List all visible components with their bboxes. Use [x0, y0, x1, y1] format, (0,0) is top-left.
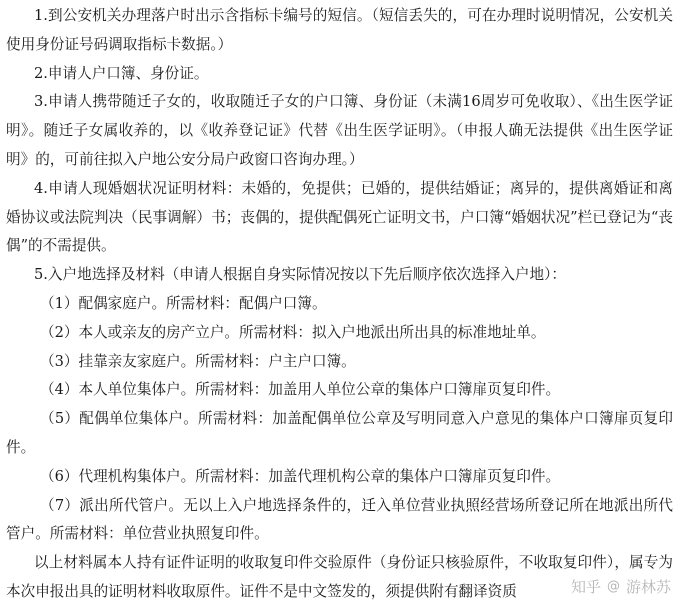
option-4: （4）本人单位集体户。所需材料：加盖用人单位公章的集体户口簿扉页复印件。	[40, 381, 561, 399]
option-2: （2）本人或亲友的房产立户。所需材料：拟入户地派出所出具的标准地址单。	[40, 323, 546, 341]
option-5: （5）配偶单位集体户。所需材料：加盖配偶单位公章及写明同意入户意见的集体户口簿扉页复印件。	[6, 410, 673, 456]
option-1: （1）配偶家庭户。所需材料：配偶户口簿。	[40, 294, 327, 312]
watermark	[571, 576, 671, 597]
watermark-at: @	[606, 579, 620, 594]
watermark-platform: 知乎	[570, 578, 601, 596]
option-3: （3）挂靠亲友家庭户。所需材料：户主户口簿。	[40, 352, 356, 370]
paragraph-1: 1.到公安机关办理落户时出示含指标卡编号的短信。（短信丢失的，可在办理时说明情况，公安机关使用身份证号码调取指标卡数据。）	[6, 7, 673, 53]
option-7: （7）派出所代管户。无以上入户地选择条件的，迁入单位营业执照经营场所登记所在地派出所代管户。所需材料：单位营业执照复印件。	[6, 496, 673, 543]
document-body	[6, 2, 673, 607]
paragraph-4: 4.申请人现婚姻状况证明材料：未婚的，免提供；已婚的，提供结婚证；离异的，提供离婚证和离婚协议或法院判决（民事调解）书；丧偶的，提供配偶死亡证明文书，户口簿“婚姻状况”栏已登记为“丧偶”的不需提供。	[6, 179, 673, 255]
paragraph-2: 2.申请人户口簿、身份证。	[34, 64, 209, 82]
option-6: （6）代理机构集体户。所需材料：加盖代理机构公章的集体户口簿扉页复印件。	[40, 467, 561, 485]
paragraph-3: 3.申请人携带随迁子女的，收取随迁子女的户口簿、身份证（未满16周岁可免收取）、《出生医学证明》。随迁子女属收养的，以《收养登记证》代替《出生医学证明》。（申报人确无法提供《出生医学证明》的，可前往拟入户地公安分局户政窗口咨询办理。）	[6, 93, 673, 168]
closing-paragraph: 以上材料属本人持有证件证明的收取复印件交验原件（身份证只核验原件，不收取复印件），属专为本次申报出具的证明材料收取原件。证件不是中文签发的，须提供附有翻译资质	[6, 554, 673, 600]
watermark-user: 游林苏	[625, 578, 671, 596]
paragraph-5: 5.入户地选择及材料（申请人根据自身实际情况按以下先后顺序依次选择入户地）：	[34, 266, 567, 284]
